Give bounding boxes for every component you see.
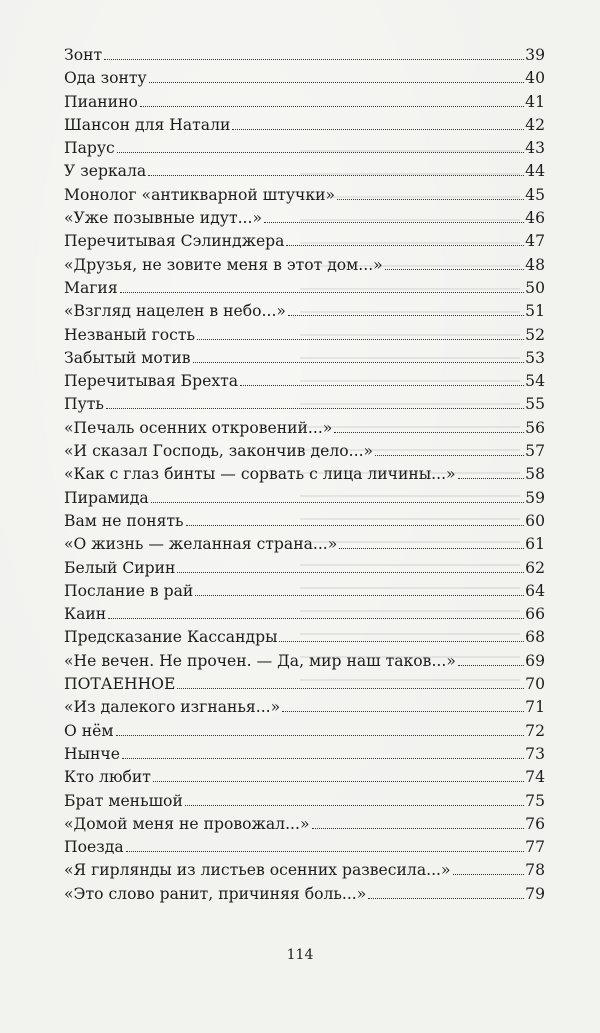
toc-entry-page: 46 xyxy=(525,209,545,228)
toc-dot-leader xyxy=(108,617,524,619)
toc-entry-title: «Домой меня не провожал...» xyxy=(64,814,310,833)
toc-entry-page: 64 xyxy=(525,581,545,600)
toc-entry-title: Незваный гость xyxy=(64,325,195,344)
toc-entry xyxy=(64,813,545,836)
toc-entry-title: Монолог «антикварной штучки» xyxy=(64,185,336,204)
toc-entry xyxy=(64,300,545,323)
toc-dot-leader xyxy=(385,268,524,270)
toc-dot-leader xyxy=(240,384,524,386)
toc-entry-title: Забытый мотив xyxy=(64,348,191,367)
toc-dot-leader xyxy=(197,338,524,340)
toc-dot-leader xyxy=(120,291,524,293)
toc-entry-title: Пианино xyxy=(64,92,138,111)
toc-dot-leader xyxy=(153,780,524,782)
toc-entry-page: 55 xyxy=(525,395,545,414)
toc-entry-page: 76 xyxy=(525,814,545,833)
toc-entry xyxy=(64,417,545,440)
toc-entry xyxy=(64,370,545,393)
toc-dot-leader xyxy=(148,174,524,176)
toc-entry-page: 66 xyxy=(525,605,545,624)
toc-dot-leader xyxy=(458,477,525,479)
toc-entry-page: 61 xyxy=(525,535,545,554)
toc-dot-leader xyxy=(149,81,524,83)
toc-entry-title: Брат меньшой xyxy=(64,791,183,810)
toc-entry xyxy=(64,580,545,603)
page-number: 114 xyxy=(286,947,314,963)
toc-dot-leader xyxy=(106,407,524,409)
toc-entry-title: «Не вечен. Не прочен. — Да, мир наш таков...» xyxy=(64,651,456,670)
toc-entry-title: Послание в рай xyxy=(64,581,194,600)
toc-dot-leader xyxy=(177,687,524,689)
table-of-contents xyxy=(64,44,545,906)
toc-entry-title: «Из далекого изгнанья...» xyxy=(64,698,281,717)
toc-entry-page: 78 xyxy=(525,861,545,880)
toc-entry xyxy=(64,463,545,486)
toc-entry-title: «Как с глаз бинты — сорвать с лица личины...» xyxy=(64,465,456,484)
toc-entry xyxy=(64,626,545,649)
toc-entry-title: Кто любит xyxy=(64,768,151,787)
toc-entry-page: 73 xyxy=(525,744,545,763)
toc-entry xyxy=(64,743,545,766)
toc-entry-title: Зонт xyxy=(64,46,103,64)
toc-entry-title: Каин xyxy=(64,605,107,624)
toc-dot-leader xyxy=(368,897,524,899)
toc-entry xyxy=(64,184,545,207)
toc-entry xyxy=(64,603,545,626)
toc-entry-page: 56 xyxy=(525,418,545,437)
toc-entry xyxy=(64,487,545,510)
toc-entry-title: «О жизнь — желанная страна...» xyxy=(64,535,338,554)
toc-entry-page: 43 xyxy=(525,139,545,158)
toc-dot-leader xyxy=(264,221,524,223)
toc-dot-leader xyxy=(140,105,524,107)
toc-dot-leader xyxy=(286,244,524,246)
toc-entry-title: Поезда xyxy=(64,838,124,857)
toc-entry-page: 69 xyxy=(525,651,545,670)
toc-entry xyxy=(64,720,545,743)
toc-dot-leader xyxy=(122,757,524,759)
toc-entry-title: Белый Сирин xyxy=(64,558,176,577)
toc-dot-leader xyxy=(126,850,525,852)
toc-entry-page: 59 xyxy=(525,488,545,507)
toc-entry-title: Пирамида xyxy=(64,488,149,507)
toc-entry-page: 42 xyxy=(525,115,545,134)
toc-entry xyxy=(64,696,545,719)
toc-entry xyxy=(64,114,545,137)
toc-dot-leader xyxy=(334,431,524,433)
toc-dot-leader xyxy=(193,361,525,363)
toc-entry xyxy=(64,347,545,370)
toc-entry-page: 58 xyxy=(525,465,545,484)
toc-dot-leader xyxy=(337,198,524,200)
toc-entry-page: 51 xyxy=(525,302,545,321)
toc-entry-page: 40 xyxy=(525,69,545,88)
toc-dot-leader xyxy=(312,827,525,829)
toc-entry-page: 44 xyxy=(525,162,545,181)
toc-entry xyxy=(64,44,545,67)
toc-entry-title: «Я гирлянды из листьев осенних развесила...» xyxy=(64,861,451,880)
toc-entry-page: 71 xyxy=(525,698,545,717)
toc-entry xyxy=(64,510,545,533)
toc-entry-title: У зеркала xyxy=(64,162,147,181)
toc-entry-page: 75 xyxy=(525,791,545,810)
toc-entry-title: О нём xyxy=(64,721,114,740)
toc-entry-title: «Взгляд нацелен в небо...» xyxy=(64,302,286,321)
toc-entry xyxy=(64,67,545,90)
toc-entry-title: Ода зонту xyxy=(64,69,147,88)
toc-dot-leader xyxy=(177,571,524,573)
toc-dot-leader xyxy=(151,501,524,503)
toc-entry xyxy=(64,137,545,160)
toc-entry-title: «Это слово ранит, причиняя боль...» xyxy=(64,884,367,903)
toc-entry xyxy=(64,324,545,347)
toc-entry-page: 47 xyxy=(525,232,545,251)
toc-entry-page: 50 xyxy=(525,278,545,297)
toc-entry-page: 53 xyxy=(525,348,545,367)
toc-entry xyxy=(64,883,545,906)
toc-entry xyxy=(64,160,545,183)
toc-entry-title: «Друзья, не зовите меня в этот дом...» xyxy=(64,255,383,274)
toc-entry xyxy=(64,557,545,580)
toc-entry-page: 45 xyxy=(525,185,545,204)
toc-entry-page: 39 xyxy=(525,46,545,64)
toc-entry xyxy=(64,277,545,300)
toc-entry xyxy=(64,533,545,556)
toc-entry-title: Перечитывая Сэлинджера xyxy=(64,232,285,251)
toc-dot-leader xyxy=(117,151,524,153)
toc-entry-page: 48 xyxy=(525,255,545,274)
toc-dot-leader xyxy=(375,454,524,456)
toc-entry-page: 68 xyxy=(525,628,545,647)
toc-entry xyxy=(64,673,545,696)
toc-dot-leader xyxy=(104,58,524,60)
toc-entry-page: 77 xyxy=(525,838,545,857)
toc-entry-page: 60 xyxy=(525,511,545,530)
toc-entry xyxy=(64,230,545,253)
toc-entry xyxy=(64,650,545,673)
toc-entry-title: Шансон для Натали xyxy=(64,115,231,134)
toc-entry-title: Вам не понять xyxy=(64,511,184,530)
toc-entry-page: 70 xyxy=(525,675,545,694)
toc-entry-page: 57 xyxy=(525,442,545,461)
toc-entry xyxy=(64,859,545,882)
toc-entry xyxy=(64,440,545,463)
toc-entry-title: Предсказание Кассандры xyxy=(64,628,278,647)
toc-dot-leader xyxy=(339,547,524,549)
toc-entry xyxy=(64,766,545,789)
toc-entry-title: Перечитывая Брехта xyxy=(64,372,239,391)
toc-dot-leader xyxy=(279,640,524,642)
toc-entry xyxy=(64,836,545,859)
toc-entry-page: 41 xyxy=(525,92,545,111)
toc-entry-page: 62 xyxy=(525,558,545,577)
toc-dot-leader xyxy=(453,873,525,875)
toc-dot-leader xyxy=(186,524,525,526)
toc-dot-leader xyxy=(185,804,524,806)
toc-dot-leader xyxy=(282,710,524,712)
toc-entry-title: Парус xyxy=(64,139,115,158)
toc-dot-leader xyxy=(195,594,524,596)
toc-entry xyxy=(64,254,545,277)
toc-entry-title: «И сказал Господь, закончив дело...» xyxy=(64,442,374,461)
toc-dot-leader xyxy=(458,664,524,666)
toc-entry-title: ПОТАЕННОЕ xyxy=(64,675,176,694)
toc-entry-title: Нынче xyxy=(64,744,120,763)
toc-dot-leader xyxy=(116,734,525,736)
toc-entry-page: 79 xyxy=(525,884,545,903)
toc-entry-title: «Уже позывные идут...» xyxy=(64,209,263,228)
toc-entry-title: Путь xyxy=(64,395,104,414)
toc-entry-page: 74 xyxy=(525,768,545,787)
toc-entry-page: 72 xyxy=(525,721,545,740)
toc-entry-page: 52 xyxy=(525,325,545,344)
toc-entry xyxy=(64,91,545,114)
toc-entry-page: 54 xyxy=(525,372,545,391)
toc-entry-title: «Печаль осенних откровений...» xyxy=(64,418,333,437)
toc-entry xyxy=(64,790,545,813)
toc-dot-leader xyxy=(288,314,524,316)
toc-entry xyxy=(64,207,545,230)
toc-dot-leader xyxy=(232,128,524,130)
toc-entry-title: Магия xyxy=(64,278,118,297)
toc-entry xyxy=(64,393,545,416)
